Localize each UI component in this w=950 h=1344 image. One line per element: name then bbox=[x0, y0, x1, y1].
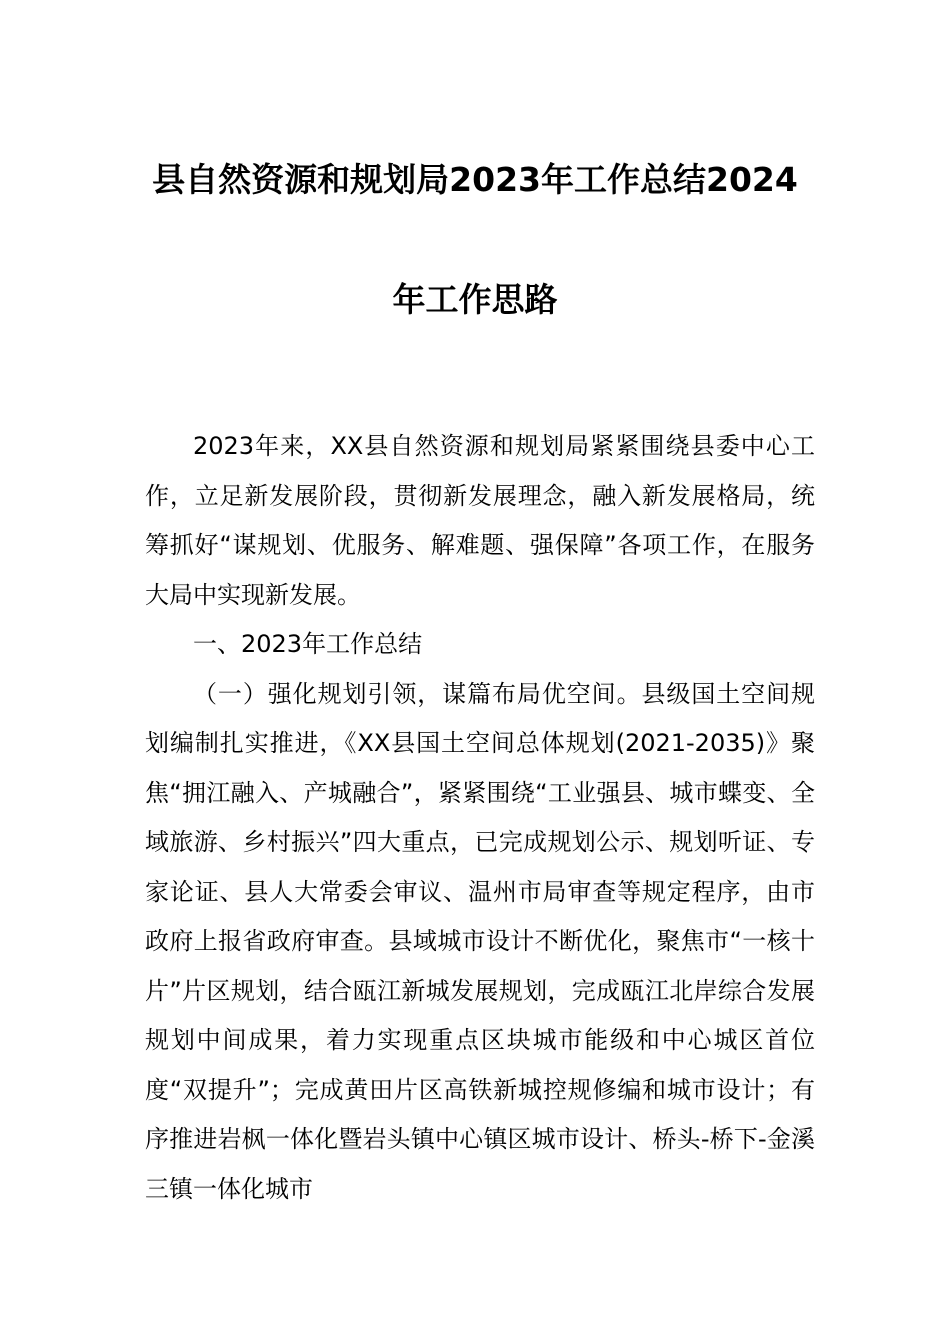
paragraph-planning: （一）强化规划引领，谋篇布局优空间。县级国土空间规划编制扎实推进，《XX县国土空间总体规划(2021-2035)》聚焦“拥江融入、产城融合”，紧紧围绕“工业强县、城市蝶变、全域旅游、乡村振兴”四大重点，已完成规划公示、规划听证、专家论证、县人大常委会审议、温州市局审查等规定程序，由市政府上报省政府审查。县域城市设计不断优化，聚焦市“一核十片”片区规划，结合瓯江新城发展规划，完成瓯江北岸综合发展规划中间成果，着力实现重点区块城市能级和中心城区首位度“双提升”；完成黄田片区高铁新城控规修编和城市设计；有序推进岩枫一体化暨岩头镇中心镇区城市设计、桥头-桥下-金溪三镇一体化城市 bbox=[145, 679, 815, 1203]
document-title-line-1: 县自然资源和规划局2023年工作总结2024 bbox=[152, 160, 798, 199]
document-title-line-2: 年工作思路 bbox=[392, 280, 558, 319]
document-body bbox=[145, 422, 815, 1214]
section-heading: 一、2023年工作总结 bbox=[193, 630, 423, 658]
paragraph-intro: 2023年来，XX县自然资源和规划局紧紧围绕县委中心工作，立足新发展阶段，贯彻新发展理念，融入新发展格局，统筹抓好“谋规划、优服务、解难题、强保障”各项工作，在服务大局中实现新发展。 bbox=[145, 432, 815, 609]
